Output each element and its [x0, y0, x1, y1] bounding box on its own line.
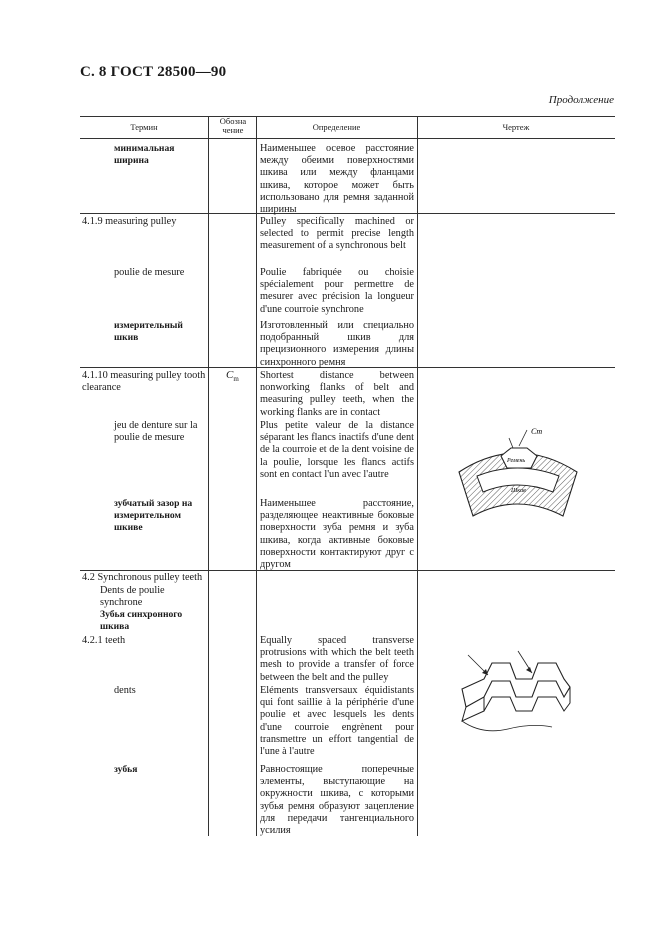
- page-header-ref: С. 8 ГОСТ 28500—90: [80, 64, 227, 80]
- col-definition-header: Определение: [312, 122, 361, 132]
- definition: Equally spaced transverse protrusions with which the belt teeth mesh to provide a transfer of force between the belt and the pulley: [260, 635, 414, 683]
- term-ru: зубья: [114, 764, 138, 775]
- definition: Равностоящие поперечные элементы, выступающие на окружности шкива, с которыми зубья ремня образуют зацепление для передачи тангенциального усилия: [260, 764, 414, 837]
- term-ru: измерительный шкив: [114, 320, 183, 344]
- pulley-tooth-clearance-drawing: [455, 420, 585, 520]
- section-heading-en: 4.2 Synchronous pulley teeth: [82, 572, 203, 583]
- term-en: 4.2.1 teeth: [82, 635, 126, 646]
- definition: Poulie fabriquée ou choisie spécialement pour permettre de mesurer avec précision la longueur d'une courroie synchrone: [260, 267, 414, 315]
- definition: Eléments transversaux équidistants qui font saillie à la périphérie d'une poulie et avec lesquels les dents d'une courroie engrènent pour transmettre un effort tangential de l'une à l'autre: [260, 685, 414, 758]
- term-fr: dents: [114, 685, 136, 696]
- continuation-label: Продолжение: [548, 94, 614, 106]
- term-ru: зубчатый зазор на измерительном шкиве: [114, 498, 193, 534]
- section-heading-fr: Dents de poulie synchrone: [100, 585, 165, 609]
- symbol: $C_m$: [226, 369, 239, 384]
- definition: Наименьшее расстояние, разделяющее неактивные боковые поверхности зуба ремня и зуба шкива, когда активные боковые поверхности контактируют друг с другом: [260, 498, 414, 571]
- definition: Shortest distance between nonworking flanks of belt and measuring pulley teeth, when the working flanks are in contact: [260, 370, 414, 418]
- term-fr: poulie de mesure: [114, 267, 185, 278]
- term-en: 4.1.10 measuring pulley tooth clearance: [82, 370, 206, 394]
- col-symbol-header: Обозна чение: [219, 116, 247, 135]
- col-term-header: Термин: [130, 122, 158, 132]
- definition: Pulley specifically machined or selected to permit precise length measurement of a synchronous belt: [260, 216, 414, 252]
- gap-label: Cm: [531, 427, 543, 436]
- term-en: 4.1.9 measuring pulley: [82, 216, 177, 227]
- term-fr: jeu de denture sur la poulie de mesure: [114, 420, 198, 444]
- definition: Изготовленный или специально подобранный шкив для прецизионного измерения длины синхронного ремня: [260, 320, 414, 368]
- col-drawing-header: Чертеж: [502, 122, 530, 132]
- belt-label: Ремень: [507, 458, 526, 464]
- term-ru: минимальная ширина: [114, 143, 175, 167]
- definition: Plus petite valeur de la distance séparant les flancs inactifs d'une dent de la courroie et de la dent voisine de la poulie, lorsque les flancs actifs sont en contact l'un avec l'autre: [260, 420, 414, 480]
- pulley-teeth-drawing: [452, 645, 577, 740]
- section-heading-ru: Зубья синхронного шкива: [100, 609, 183, 633]
- pulley-label: Шкив: [511, 488, 526, 494]
- definition: Наименьшее осевое расстояние между обеими поверхностями шкива или между фланцами шкива, которое может быть использовано для ремня заданной ширины: [260, 143, 414, 216]
